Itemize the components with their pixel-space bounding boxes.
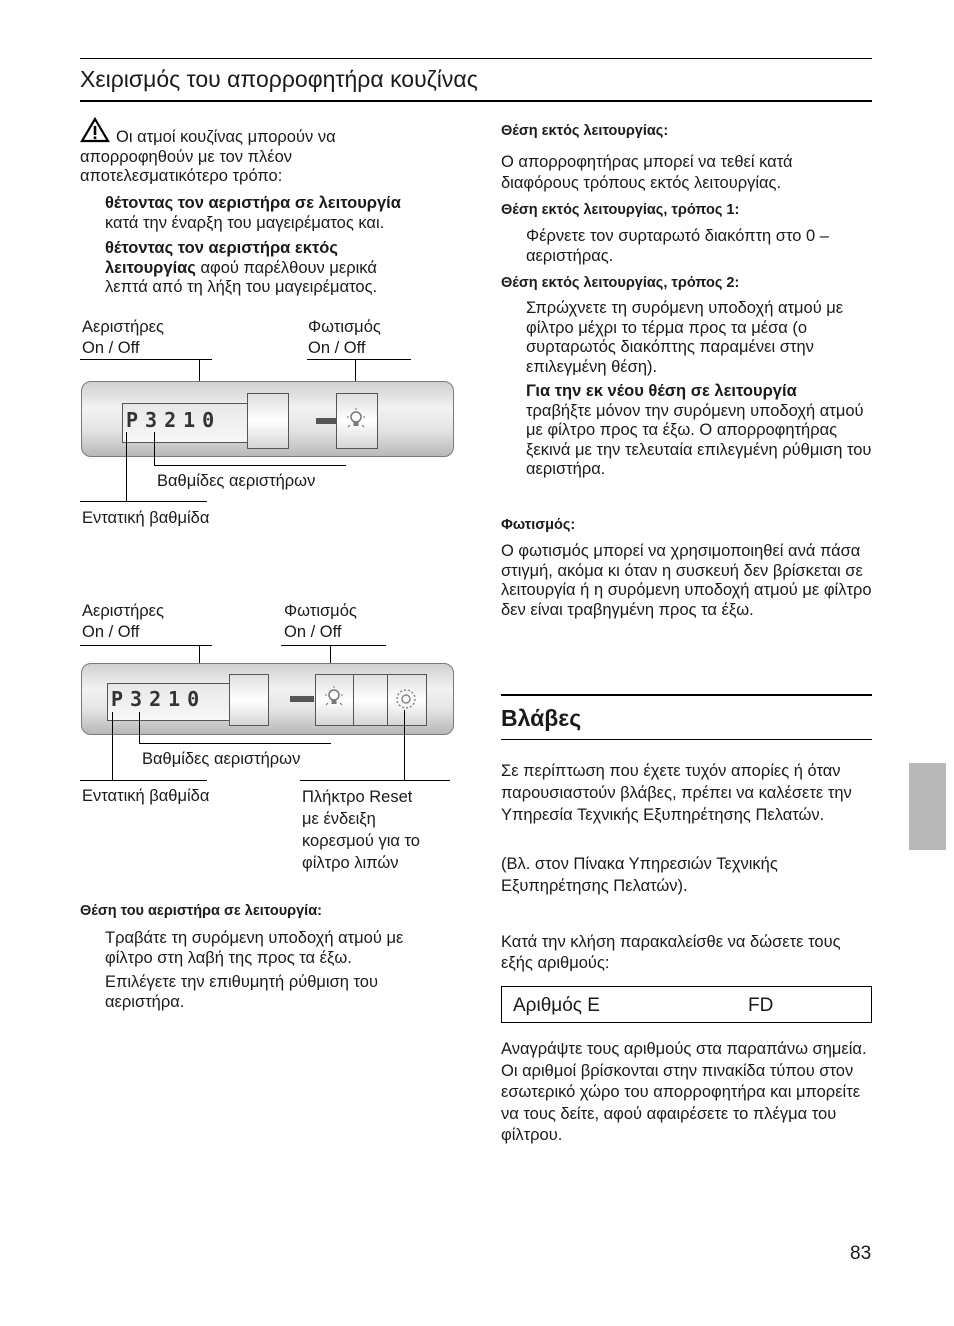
d2-light-label-1: Φωτισμός — [284, 602, 357, 620]
d2-reset-label-2: με ένδειξη — [302, 810, 376, 828]
d1-fan-leader-h — [80, 359, 212, 360]
d2-fan-label-1: Αεριστήρες — [82, 602, 164, 620]
d2-reset-label-1: Πλήκτρο Reset — [302, 788, 413, 806]
faults-bottom-rule — [501, 739, 872, 740]
d1-intensive-label: Εντατική βαθμίδα — [82, 509, 210, 527]
d2-fan-leader-h — [80, 645, 212, 646]
side-tab — [909, 763, 946, 850]
mode2-heading: Θέση εκτός λειτουργίας, τρόπος 2: — [501, 275, 740, 291]
d1-stages-leader-h — [154, 465, 346, 466]
d2-light-leader-h — [281, 645, 386, 646]
fan-on-p2: Επιλέγετε την επιθυμητή ρύθμιση του αεριστήρα. — [105, 973, 379, 1011]
d2-fan-key[interactable] — [229, 674, 269, 726]
faults-top-rule — [501, 694, 872, 696]
d1-slider-slot[interactable] — [316, 418, 338, 424]
faults-p2: (Βλ. στον Πίνακα Υπηρεσιών Τεχνικής Εξυπηρέτησης Πελατών). — [501, 855, 778, 895]
mode1-heading: Θέση εκτός λειτουργίας, τρόπος 1: — [501, 202, 740, 218]
box-fd-label: FD — [748, 995, 774, 1016]
d2-stages-label: Βαθμίδες αεριστήρων — [142, 750, 301, 768]
d1-fan-key[interactable] — [247, 393, 289, 449]
d2-reset-leader-v — [404, 710, 405, 781]
top-rule — [80, 58, 872, 59]
d2-intensive-leader-v — [112, 712, 113, 781]
d2-reset-label-3: κορεσμού για το — [302, 832, 420, 850]
d1-fan-label-2: On / Off — [82, 339, 140, 357]
restart-text: τραβήξτε μόνον την συρόμενη υποδοχή ατμού με φίλτρο προς τα έξω. Ο απορροφητήρας ξεκινά με την τελευταία επιλεγμένη ρύθμιση του αεριστήρα. — [526, 401, 872, 478]
bullet1-bold: θέτοντας τον αεριστήρα σε λειτουργία — [105, 194, 401, 212]
bullet2-bold-b: λειτουργίας — [105, 258, 196, 277]
d2-light-label-2: On / Off — [284, 623, 342, 641]
mode2-text: Σπρώχνετε τη συρόμενη υποδοχή ατμού με φίλτρο μέχρι το τέρμα προς τα μέσα (ο συρταρωτός διακόπτης παραμένει στην επιλεγμένη θέση). — [526, 299, 844, 376]
box-e-label: Αριθμός E — [513, 995, 600, 1016]
d1-light-label — [308, 317, 381, 359]
d2-filter-reset-icon — [393, 686, 419, 712]
d1-stages-leader-v — [154, 432, 155, 466]
d1-intensive-leader-v — [126, 432, 127, 502]
d1-light-label-2: On / Off — [308, 339, 366, 357]
bullet2-rest-b: λεπτά από τη λήξη του μαγειρέματος. — [105, 278, 378, 296]
d2-reset-leader-h — [300, 780, 450, 781]
d1-fan-label-1: Αεριστήρες — [82, 318, 164, 336]
faults-title: Βλάβες — [501, 705, 582, 731]
d1-display-text: P3210 — [126, 408, 222, 432]
off-text: Ο απορροφητήρας μπορεί να τεθεί κατά διαφόρους τρόπους εκτός λειτουργίας. — [501, 153, 793, 192]
fan-on-heading: Θέση του αεριστήρα σε λειτουργία: — [80, 903, 322, 919]
d1-intensive-leader-h — [80, 501, 207, 502]
d1-light-label-1: Φωτισμός — [308, 318, 381, 336]
d2-slider-slot[interactable] — [290, 696, 314, 702]
restart-bold: Για την εκ νέου θέση σε λειτουργία — [526, 382, 797, 400]
page-number: 83 — [850, 1243, 872, 1264]
restart-block — [526, 382, 876, 480]
d2-display-text: P3210 — [111, 687, 207, 711]
d2-light-label — [284, 601, 357, 643]
bullet2-bold-a: θέτοντας τον αεριστήρα εκτός — [105, 239, 338, 257]
bullet2-rest-a: αφού παρέλθουν μερικά — [195, 258, 377, 277]
d2-reset-label-4: φίλτρο λιπών — [302, 854, 399, 872]
d2-intensive-leader-h — [80, 780, 207, 781]
bullet1 — [105, 194, 455, 233]
intro-text — [80, 128, 400, 187]
record-text: Αναγράψτε τους αριθμούς στα παραπάνω σημεία. Οι αριθμοί βρίσκονται στην πινακίδα τύπου στον εσωτερικό χώρο του απορροφητήρα και μπορείτε να τους δείτε, αφού αφαιρέσετε το πλέγμα του φίλτρου. — [501, 1040, 867, 1144]
d2-stages-leader-v — [139, 712, 140, 744]
d2-fan-label — [82, 601, 164, 643]
intro-text-span: Οι ατμοί κουζίνας μπορούν να απορροφηθούν με τον πλέον αποτελεσματικότερο τρόπο: — [80, 128, 336, 185]
d1-stages-label: Βαθμίδες αεριστήρων — [157, 472, 316, 490]
d2-intensive-label: Εντατική βαθμίδα — [82, 787, 210, 805]
d2-bulb-icon — [323, 686, 345, 710]
fan-on-p1: Τραβάτε τη συρόμενη υποδοχή ατμού με φίλτρο στη λαβή της προς τα έξω. — [105, 929, 404, 967]
d2-stages-leader-h — [139, 743, 331, 744]
mode1-text: Φέρνετε τον συρταρωτό διακόπτη στο 0 – αεριστήρας. — [526, 227, 829, 265]
d2-blank-key[interactable] — [353, 674, 389, 726]
d1-fan-label — [82, 317, 164, 359]
faults-p1: Σε περίπτωση που έχετε τυχόν απορίες ή όταν παρουσιαστούν βλάβες, πρέπει να καλέσετε την Υπηρεσία Τεχνικής Εξυπηρέτησης Πελατών. — [501, 762, 852, 824]
page-title: Χειρισμός του απορροφητήρα κουζίνας — [80, 66, 478, 92]
light-text: Ο φωτισμός μπορεί να χρησιμοποιηθεί ανά πάσα στιγμή, ακόμα κι όταν η συσκευή δεν βρίσκεται σε λειτουργία ή η συρόμενη υποδοχή ατμού με φίλτρο δεν είναι τραβηγμένη προς τα έξω. — [501, 542, 872, 619]
d2-fan-label-2: On / Off — [82, 623, 140, 641]
d1-light-leader-h — [307, 359, 411, 360]
off-heading: Θέση εκτός λειτουργίας: — [501, 123, 669, 139]
bullet2 — [105, 239, 455, 298]
call-text: Κατά την κλήση παρακαλείσθε να δώσετε τους εξής αριθμούς: — [501, 933, 841, 972]
title-underline — [80, 100, 872, 102]
d2-reset-label — [302, 786, 420, 874]
d1-bulb-icon — [345, 408, 367, 432]
bullet1-rest: κατά την έναρξη του μαγειρέματος και. — [105, 213, 385, 232]
light-heading: Φωτισμός: — [501, 517, 576, 533]
